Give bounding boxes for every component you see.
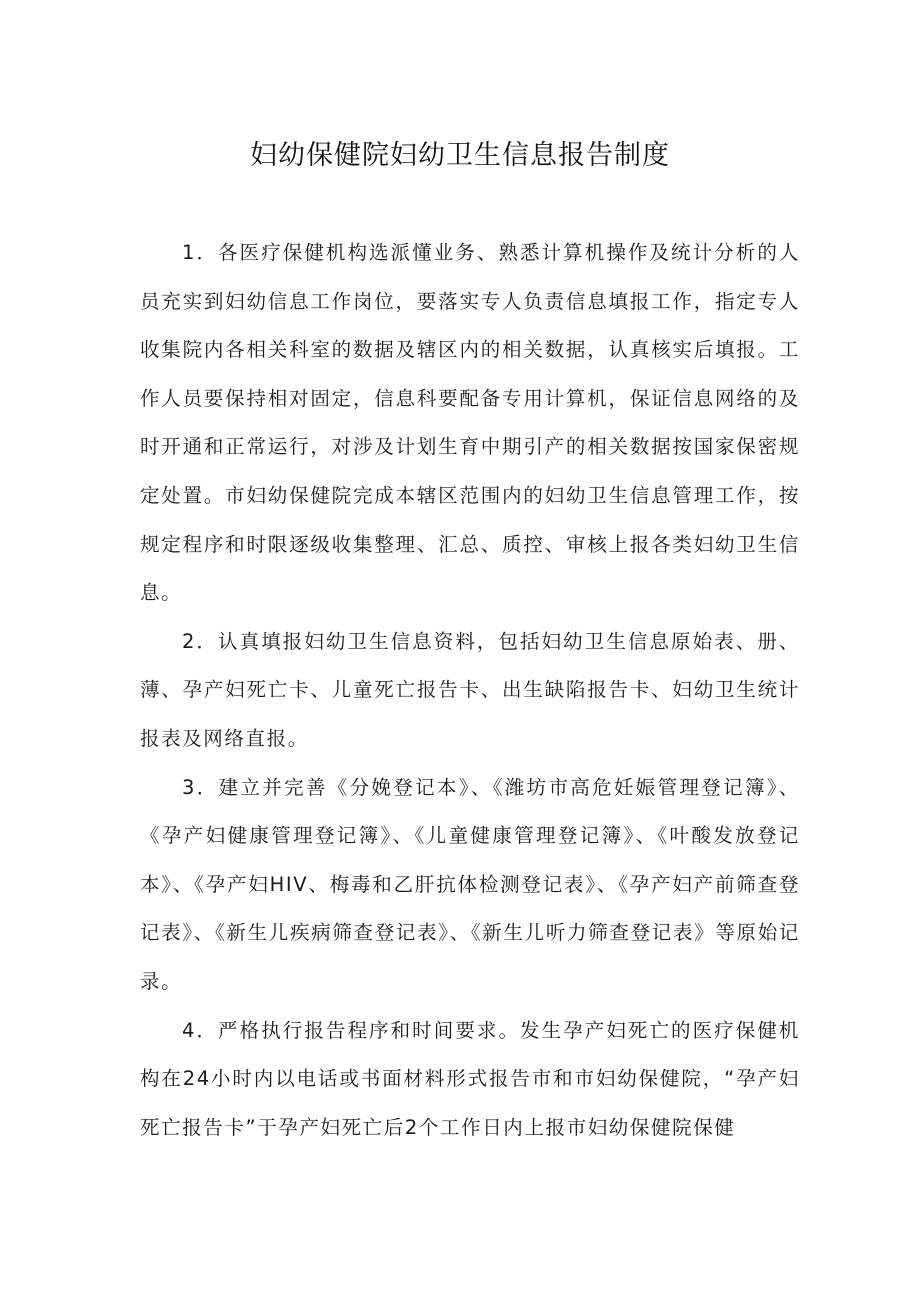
paragraph-4: 4．严格执行报告程序和时间要求。发生孕产妇死亡的医疗保健机构在24小时内以电话或书面材料形式报告市和市妇幼保健院，“孕产妇死亡报告卡”于孕产妇死亡后2个工作日内上报市妇幼保健院保健: [140, 1018, 800, 1139]
document-title: 妇幼保健院妇幼卫生信息报告制度: [250, 140, 670, 171]
paragraph-3: 3．建立并完善《分娩登记本》、《潍坊市高危妊娠管理登记簿》、《孕产妇健康管理登记簿》、《儿童健康管理登记簿》、《叶酸发放登记本》、《孕产妇HIV、梅毒和乙肝抗体检测登记表》、《孕产妇产前筛查登记表》、《新生儿疾病筛查登记表》、《新生儿听力筛查登记表》等原始记录。: [140, 775, 800, 993]
paragraph-2: 2．认真填报妇幼卫生信息资料，包括妇幼卫生信息原始表、册、薄、孕产妇死亡卡、儿童死亡报告卡、出生缺陷报告卡、妇幼卫生统计报表及网络直报。: [140, 629, 800, 750]
paragraph-1: 1．各医疗保健机构选派懂业务、熟悉计算机操作及统计分析的人员充实到妇幼信息工作岗位，要落实专人负责信息填报工作，指定专人收集院内各相关科室的数据及辖区内的相关数据，认真核实后填报。工作人员要保持相对固定，信息科要配备专用计算机，保证信息网络的及时开通和正常运行，对涉及计划生育中期引产的相关数据按国家保密规定处置。市妇幼保健院完成本辖区范围内的妇幼卫生信息管理工作，按规定程序和时限逐级收集整理、汇总、质控、审核上报各类妇幼卫生信息。: [140, 241, 800, 605]
document-body: [140, 229, 800, 1152]
